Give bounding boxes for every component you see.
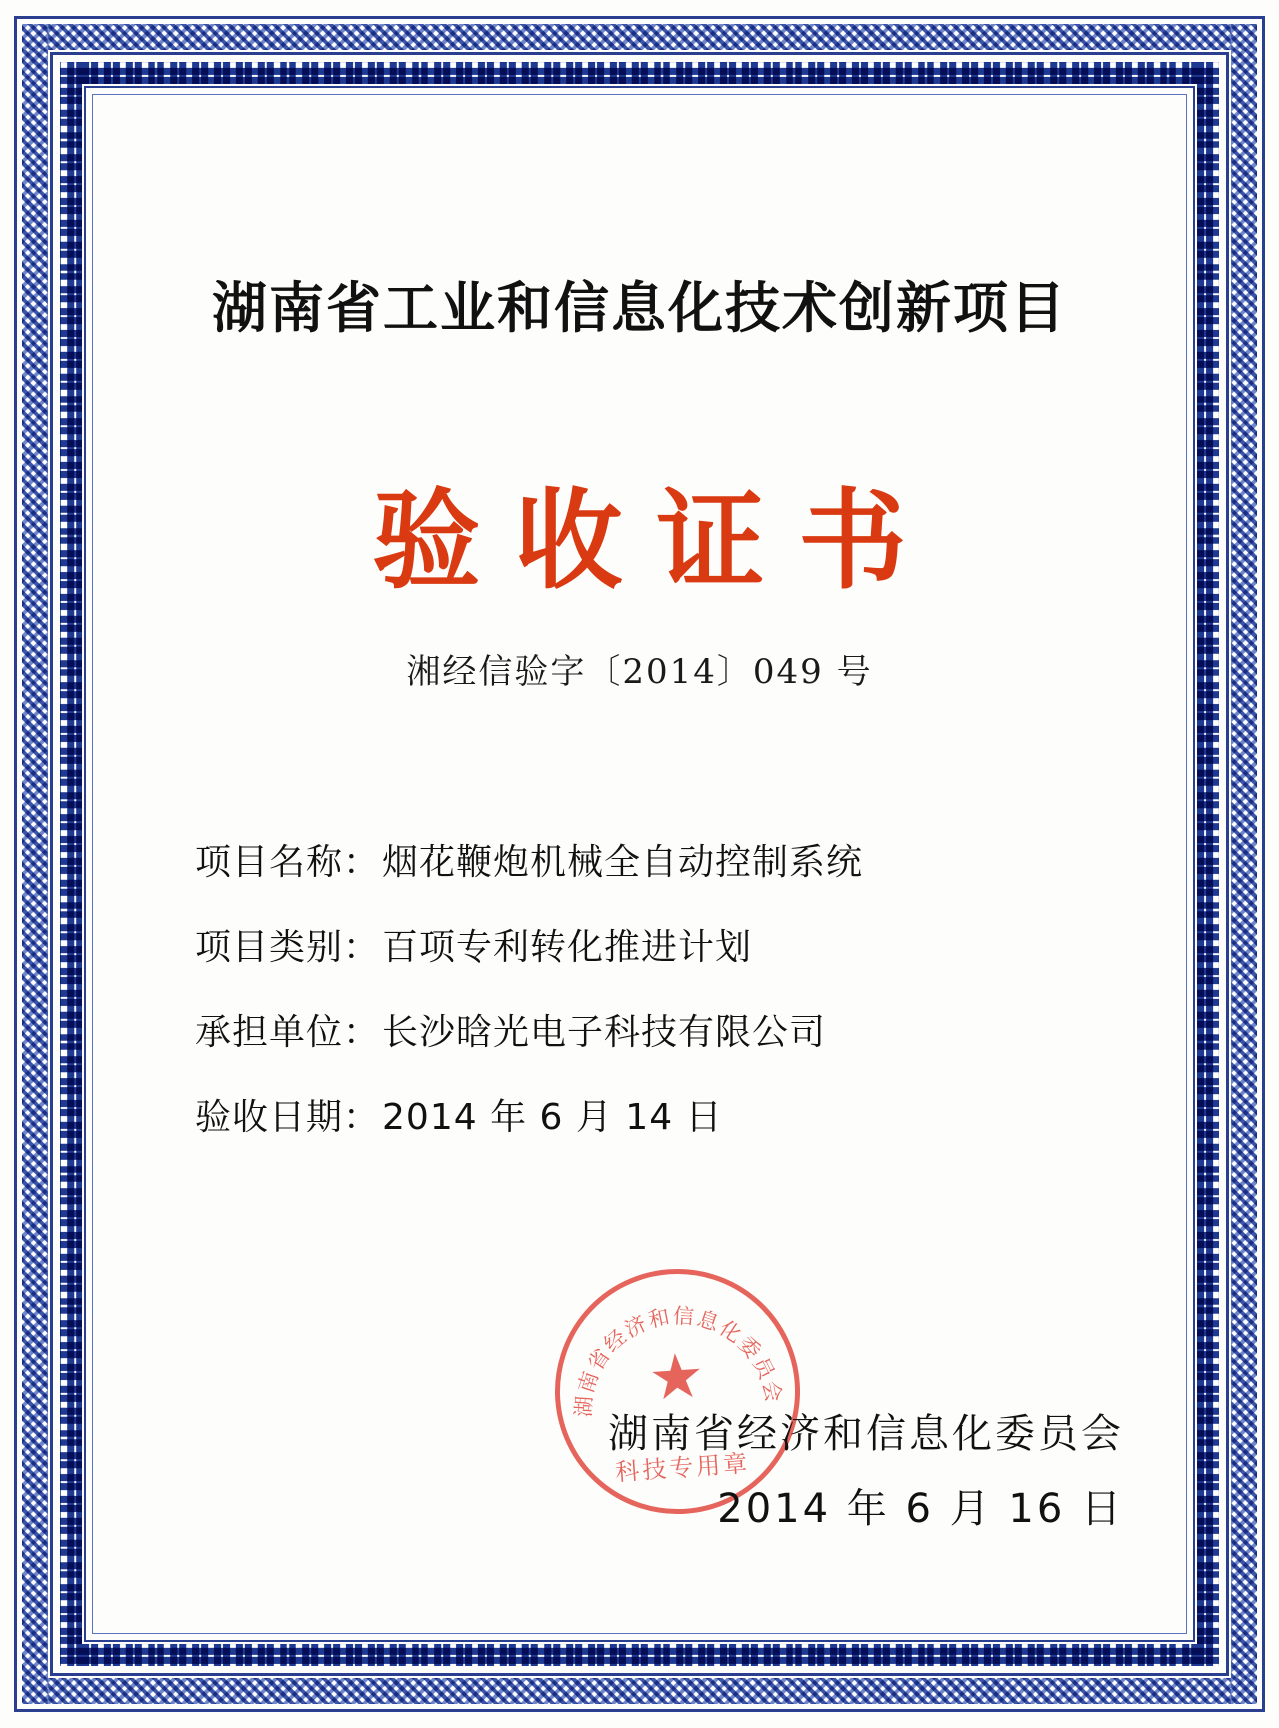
field-value-project-category: 百项专利转化推进计划 <box>382 927 753 968</box>
field-row-acceptance-date <box>195 1089 1119 1140</box>
certificate-fields <box>195 834 1119 1174</box>
seal-bottom-label: 科技专用章 <box>614 1449 752 1487</box>
star-icon: ★ <box>646 1338 707 1416</box>
field-row-undertaking-unit <box>195 1004 1119 1055</box>
certificate-document-number: 湘经信验字〔2014〕049 号 <box>406 652 873 692</box>
issuer-name: 湖南省经济和信息化委员会 <box>608 1411 1124 1457</box>
certificate-main-title: 验收证书 <box>372 478 941 604</box>
issuer-block <box>608 1402 1124 1534</box>
certificate-content <box>100 104 1179 1624</box>
field-row-project-category <box>195 919 1119 970</box>
certificate-header-title: 湖南省工业和信息化技术创新项目 <box>211 275 1067 340</box>
field-label-project-name: 项目名称： <box>195 842 381 883</box>
field-value-project-name: 烟花鞭炮机械全自动控制系统 <box>382 842 864 883</box>
issuer-date: 2014 年 6 月 16 日 <box>717 1486 1124 1532</box>
field-label-project-category: 项目类别： <box>195 927 381 968</box>
seal-arc-label: 湖南省经济和信息化委员会 <box>571 1303 787 1418</box>
field-label-undertaking-unit: 承担单位： <box>195 1012 381 1053</box>
field-value-acceptance-date: 2014 年 6 月 14 日 <box>382 1097 723 1138</box>
field-label-acceptance-date: 验收日期： <box>195 1097 381 1138</box>
field-value-undertaking-unit: 长沙晗光电子科技有限公司 <box>382 1012 827 1053</box>
field-row-project-name <box>195 834 1119 885</box>
